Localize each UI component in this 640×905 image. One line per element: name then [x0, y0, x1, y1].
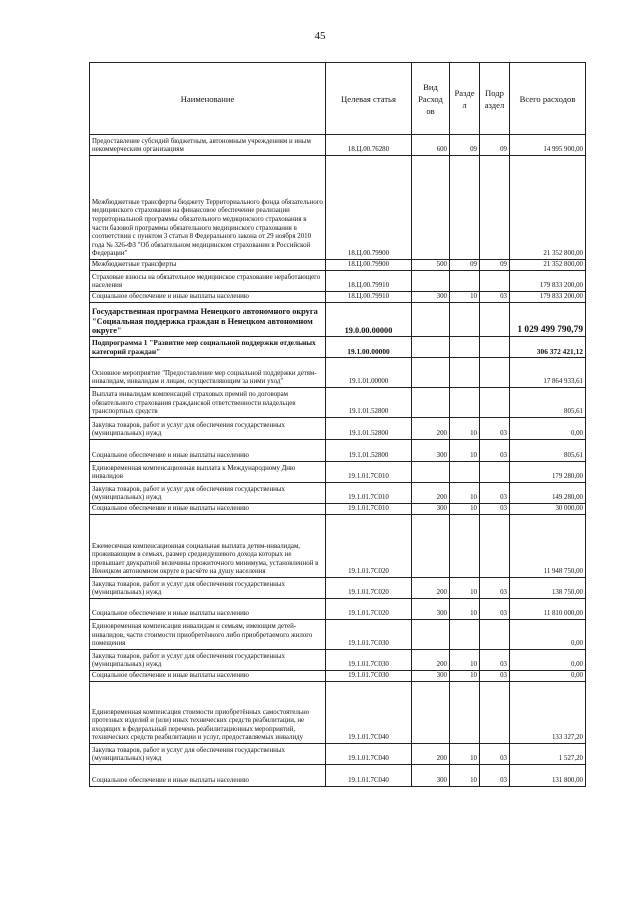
- row-kind: [412, 515, 450, 578]
- table-row: [90, 744, 586, 765]
- row-section: [450, 462, 480, 483]
- row-name: Единовременная компенсация инвалидам и семьям, имеющим детей-инвалидов, части стоимости приобретённого либо приобретаемого жилого помещения: [90, 620, 326, 650]
- row-subsection: 03: [480, 418, 510, 440]
- row-section: [450, 271, 480, 292]
- row-section: [450, 620, 480, 650]
- row-total: 0,00: [510, 418, 586, 440]
- row-subsection: [480, 462, 510, 483]
- row-section: 10: [450, 671, 480, 682]
- row-kind: 300: [412, 292, 450, 303]
- row-name: Ежемесячная компенсационная социальная выплата детям-инвалидам, проживающим в семьях, размер среднедушевого дохода которых не превышает двукратной величины прожиточного минимума, установленной в Ненецком автономном округе в расчёте на душу населения: [90, 515, 326, 578]
- table-row: [90, 135, 586, 156]
- row-section: 10: [450, 440, 480, 462]
- row-subsection: 03: [480, 578, 510, 599]
- header-section: Разде л: [450, 63, 480, 135]
- row-target: 18.Ц.00.79910: [326, 271, 412, 292]
- row-target: 19.1.01.7С030: [326, 650, 412, 671]
- row-subsection: [480, 682, 510, 744]
- row-target: 19.1.01.7С030: [326, 671, 412, 682]
- row-total: 306 372 421,12: [510, 337, 586, 358]
- row-name: Закупка товаров, работ и услуг для обеспечения государственных (муниципальных) нужд: [90, 578, 326, 599]
- row-section: 10: [450, 599, 480, 620]
- row-name: Социальное обеспечение и иные выплаты населению: [90, 504, 326, 515]
- row-name: Закупка товаров, работ и услуг для обеспечения государственных (муниципальных) нужд: [90, 744, 326, 765]
- row-subsection: [480, 388, 510, 418]
- table-row: [90, 271, 586, 292]
- row-total: 14 995 900,00: [510, 135, 586, 156]
- table-row: [90, 765, 586, 787]
- row-name: Закупка товаров, работ и услуг для обеспечения государственных (муниципальных) нужд: [90, 483, 326, 504]
- row-subsection: 03: [480, 744, 510, 765]
- row-section: 10: [450, 578, 480, 599]
- row-section: [450, 303, 480, 337]
- row-kind: 200: [412, 418, 450, 440]
- row-kind: 300: [412, 765, 450, 787]
- row-section: 10: [450, 650, 480, 671]
- row-target: 18.Ц.00.76280: [326, 135, 412, 156]
- table-row: [90, 418, 586, 440]
- program-row: [90, 303, 586, 337]
- header-expense-kind: Вид Расход ов: [412, 63, 450, 135]
- row-kind: [412, 388, 450, 418]
- page-number: 45: [314, 30, 326, 42]
- header-total-expenses: Всего расходов: [510, 63, 586, 135]
- table-row: [90, 462, 586, 483]
- row-total: 1 029 499 790,79: [510, 303, 586, 337]
- table-row: [90, 388, 586, 418]
- row-name: Социальное обеспечение и иные выплаты населению: [90, 599, 326, 620]
- row-name: Единовременная компенсация стоимости приобретённых самостоятельно протезных изделий и (или) иных технических средств реабилитации, не входящих в федеральный перечень реабилитационных мероприятий, технических средств реабилитации и услуг, предоставляемых инвалиду: [90, 682, 326, 744]
- row-section: [450, 682, 480, 744]
- row-name: Социальное обеспечение и иные выплаты населению: [90, 440, 326, 462]
- header-subsection: Подр аздел: [480, 63, 510, 135]
- row-subsection: [480, 271, 510, 292]
- row-section: [450, 358, 480, 388]
- row-kind: [412, 303, 450, 337]
- subprogram-row: [90, 337, 586, 358]
- row-kind: [412, 271, 450, 292]
- row-total: 805,61: [510, 440, 586, 462]
- row-section: 10: [450, 504, 480, 515]
- table-row: [90, 260, 586, 271]
- row-kind: [412, 682, 450, 744]
- row-total: 179 833 200,00: [510, 292, 586, 303]
- row-total: 0,00: [510, 650, 586, 671]
- row-target: 19.1.01.7С010: [326, 483, 412, 504]
- row-subsection: 09: [480, 135, 510, 156]
- header-target-article: Целевая статья: [326, 63, 412, 135]
- row-target: 19.1.01.52800: [326, 388, 412, 418]
- row-target: 19.1.01.7С020: [326, 515, 412, 578]
- row-kind: [412, 337, 450, 358]
- row-target: 19.1.01.7С010: [326, 462, 412, 483]
- row-section: 09: [450, 135, 480, 156]
- row-total: 21 352 800,00: [510, 156, 586, 260]
- row-subsection: [480, 156, 510, 260]
- header-name: Наименование: [90, 63, 326, 135]
- row-total: 21 352 800,00: [510, 260, 586, 271]
- row-section: 09: [450, 260, 480, 271]
- row-name: Страховые взносы на обязательное медицинское страхование неработающего населения: [90, 271, 326, 292]
- table-row: [90, 682, 586, 744]
- row-total: 0,00: [510, 671, 586, 682]
- row-total: 30 000,00: [510, 504, 586, 515]
- row-target: 19.0.00.00000: [326, 303, 412, 337]
- row-kind: 600: [412, 135, 450, 156]
- table-row: [90, 650, 586, 671]
- row-name: Закупка товаров, работ и услуг для обеспечения государственных (муниципальных) нужд: [90, 418, 326, 440]
- row-kind: 500: [412, 260, 450, 271]
- row-kind: [412, 620, 450, 650]
- row-kind: 300: [412, 671, 450, 682]
- row-total: 138 750,00: [510, 578, 586, 599]
- row-target: 19.1.01.7С010: [326, 504, 412, 515]
- row-kind: [412, 156, 450, 260]
- row-target: 19.1.01.7С040: [326, 744, 412, 765]
- row-kind: 300: [412, 599, 450, 620]
- row-subsection: [480, 620, 510, 650]
- row-subsection: [480, 358, 510, 388]
- row-subsection: [480, 303, 510, 337]
- row-name: Государственная программа Ненецкого автономного округа "Социальная поддержка граждан в Ненецком автономном округе": [90, 303, 326, 337]
- row-total: 149 280,00: [510, 483, 586, 504]
- table-row: [90, 156, 586, 260]
- row-section: [450, 388, 480, 418]
- row-subsection: 03: [480, 765, 510, 787]
- row-section: 10: [450, 483, 480, 504]
- table-row: [90, 440, 586, 462]
- row-subsection: 03: [480, 440, 510, 462]
- table-row: [90, 515, 586, 578]
- row-target: 19.1.01.7С030: [326, 620, 412, 650]
- table-row: [90, 671, 586, 682]
- table-row: [90, 358, 586, 388]
- row-subsection: 03: [480, 292, 510, 303]
- row-subsection: [480, 515, 510, 578]
- row-subsection: 09: [480, 260, 510, 271]
- row-total: 133 327,20: [510, 682, 586, 744]
- row-name: Предоставление субсидий бюджетным, автономным учреждениям и иным некоммерческим организациям: [90, 135, 326, 156]
- row-total: 11 810 000,00: [510, 599, 586, 620]
- row-target: 19.1.01.52800: [326, 418, 412, 440]
- row-name: Межбюджетные трансферты бюджету Территориального фонда обязательного медицинского страхования на финансовое обеспечение реализации территориальной программы обязательного медицинского страхования в части базовой программы обязательного медицинского страхования в соответствии с пунктом 3 статьи 8 Федерального закона от 29 ноября 2010 года № 326-ФЗ "Об обязательном медицинском страховании в Российской Федерации": [90, 156, 326, 260]
- row-subsection: [480, 337, 510, 358]
- row-kind: 200: [412, 483, 450, 504]
- row-target: 18.Ц.00.79900: [326, 260, 412, 271]
- row-section: 10: [450, 765, 480, 787]
- row-name: Единовременная компенсационная выплата к Международному Дню инвалидов: [90, 462, 326, 483]
- table-row: [90, 292, 586, 303]
- row-kind: 300: [412, 440, 450, 462]
- row-subsection: 03: [480, 504, 510, 515]
- row-total: 0,00: [510, 620, 586, 650]
- row-target: 19.1.00.00000: [326, 337, 412, 358]
- row-name: Социальное обеспечение и иные выплаты населению: [90, 292, 326, 303]
- row-target: 19.1.01.7С040: [326, 765, 412, 787]
- row-section: 10: [450, 744, 480, 765]
- row-name: Межбюджетные трансферты: [90, 260, 326, 271]
- row-section: 10: [450, 292, 480, 303]
- row-kind: 200: [412, 650, 450, 671]
- row-total: 131 800,00: [510, 765, 586, 787]
- row-target: 19.1.01.52800: [326, 440, 412, 462]
- row-total: 17 864 933,61: [510, 358, 586, 388]
- row-total: 805,61: [510, 388, 586, 418]
- row-section: 10: [450, 418, 480, 440]
- row-section: [450, 515, 480, 578]
- row-section: [450, 156, 480, 260]
- row-kind: 300: [412, 504, 450, 515]
- row-subsection: 03: [480, 599, 510, 620]
- row-kind: [412, 358, 450, 388]
- row-name: Социальное обеспечение и иные выплаты населению: [90, 765, 326, 787]
- row-kind: 200: [412, 744, 450, 765]
- row-target: 18.Ц.00.79910: [326, 292, 412, 303]
- row-subsection: 03: [480, 650, 510, 671]
- row-name: Основное мероприятие "Предоставление мер социальной поддержки детям-инвалидам, инвалидам и лицам, осуществляющим за ними уход": [90, 358, 326, 388]
- row-total: 1 527,20: [510, 744, 586, 765]
- row-subsection: 03: [480, 671, 510, 682]
- row-name: Социальное обеспечение и иные выплаты населению: [90, 671, 326, 682]
- budget-table: [89, 62, 586, 787]
- table-header-row: [90, 63, 586, 135]
- row-target: 19.1.01.7С020: [326, 599, 412, 620]
- row-kind: [412, 462, 450, 483]
- table-row: [90, 620, 586, 650]
- row-name: Выплата инвалидам компенсаций страховых премий по договорам обязательного страхования гражданской ответственности владельцев транспортных средств: [90, 388, 326, 418]
- row-total: 179 833 200,00: [510, 271, 586, 292]
- row-name: Закупка товаров, работ и услуг для обеспечения государственных (муниципальных) нужд: [90, 650, 326, 671]
- table-row: [90, 578, 586, 599]
- row-target: 19.1.01.7С040: [326, 682, 412, 744]
- row-target: 19.1.01.7С020: [326, 578, 412, 599]
- row-target: 19.1.01.00000: [326, 358, 412, 388]
- row-target: 18.Ц.00.79900: [326, 156, 412, 260]
- row-subsection: 03: [480, 483, 510, 504]
- row-total: 11 948 750,00: [510, 515, 586, 578]
- table-row: [90, 599, 586, 620]
- row-name: Подпрограмма 1 "Развитие мер социальной поддержки отдельных категорий граждан": [90, 337, 326, 358]
- table-row: [90, 483, 586, 504]
- table-row: [90, 504, 586, 515]
- row-section: [450, 337, 480, 358]
- row-kind: 200: [412, 578, 450, 599]
- row-total: 179 280,00: [510, 462, 586, 483]
